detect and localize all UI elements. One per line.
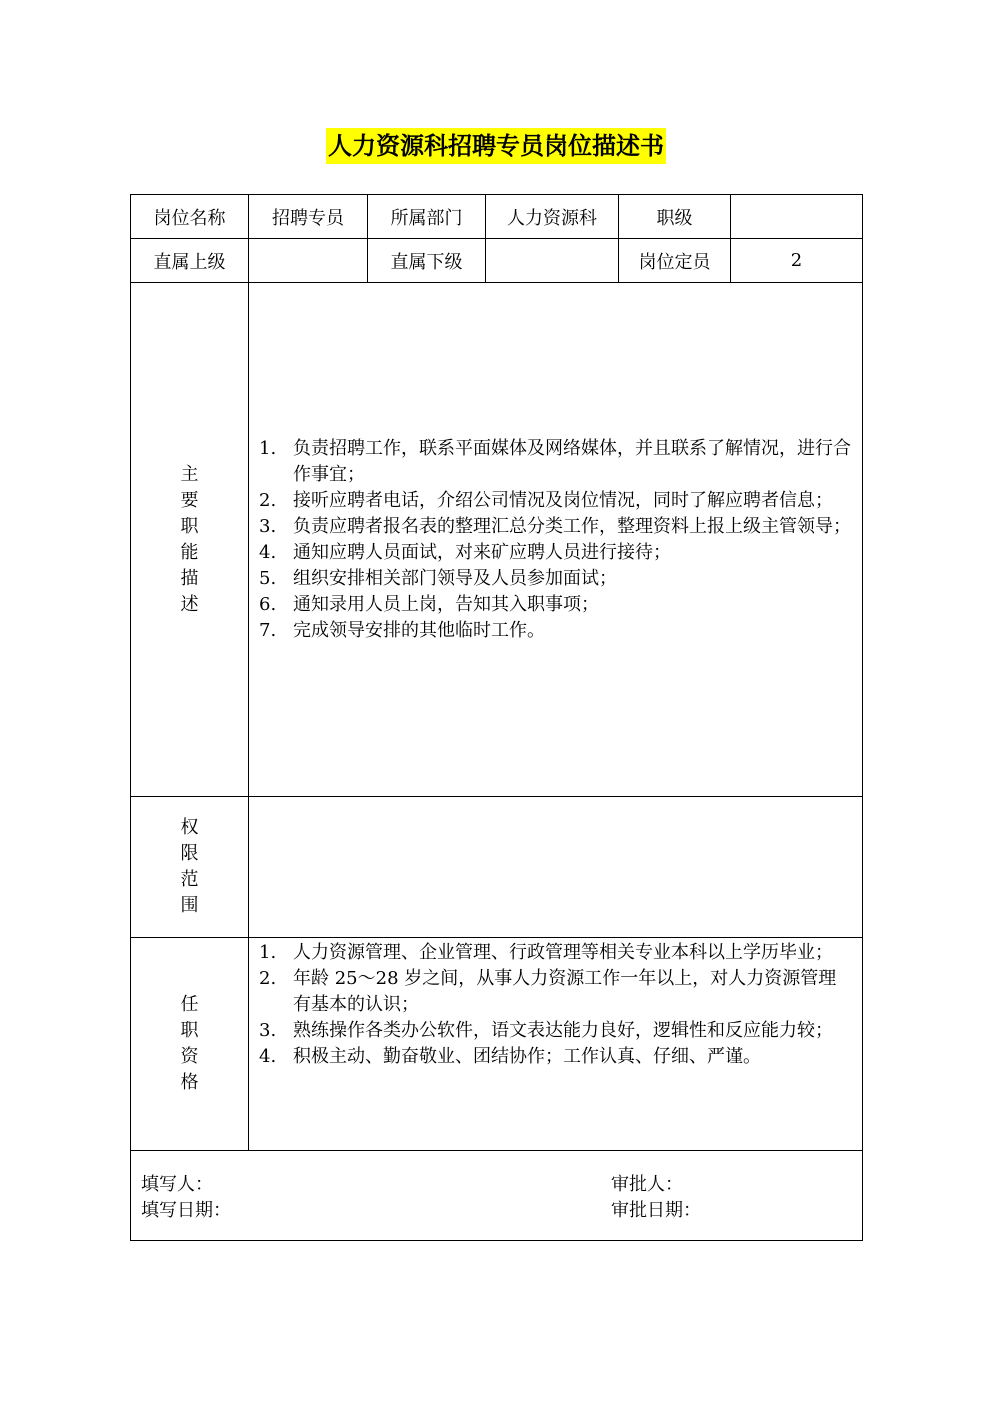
list-item: 1. 负责招聘工作，联系平面媒体及网络媒体，并且联系了解情况，进行合作事宜；	[259, 437, 851, 485]
authority-label-char: 范	[180, 869, 199, 890]
qualifications-label-char: 格	[180, 1072, 199, 1093]
label-rank: 职级	[619, 195, 731, 239]
label-direct-subordinate: 直属下级	[368, 239, 486, 283]
value-position-name: 招聘专员	[249, 195, 368, 239]
row-duties	[131, 283, 863, 797]
list-item: 2. 接听应聘者电话，介绍公司情况及岗位情况，同时了解应聘者信息；	[259, 489, 833, 511]
duties-label-char: 描	[180, 567, 199, 589]
job-description-table	[130, 194, 863, 1241]
qualifications-label	[131, 938, 249, 1151]
label-position-name: 岗位名称	[131, 195, 249, 239]
value-direct-subordinate	[486, 239, 619, 283]
authority-label	[131, 797, 249, 938]
document-title: 人力资源科招聘专员岗位描述书	[326, 128, 666, 164]
list-item: 6. 通知录用人员上岗，告知其入职事项；	[259, 593, 599, 615]
approver-label: 审批人：	[611, 1173, 683, 1195]
duties-label-char: 职	[180, 515, 199, 537]
list-item: 5. 组织安排相关部门领导及人员参加面试；	[259, 567, 617, 589]
row-authority	[131, 797, 863, 938]
authority-label-char: 限	[180, 843, 199, 864]
list-item: 4. 通知应聘人员面试，对来矿应聘人员进行接待；	[259, 541, 671, 563]
list-item: 2. 年龄 25～28 岁之间，从事人力资源工作一年以上，对人力资源管理有基本的认识；	[259, 968, 837, 1015]
qualifications-list	[249, 940, 862, 1070]
qualifications-label-char: 任	[180, 994, 199, 1015]
label-headcount: 岗位定员	[619, 239, 731, 283]
qualifications-label-char: 资	[180, 1046, 199, 1067]
fill-date-label: 填写日期：	[141, 1199, 231, 1221]
row-signatures	[131, 1151, 863, 1241]
authority-label-char: 围	[180, 895, 199, 916]
label-direct-superior: 直属上级	[131, 239, 249, 283]
list-item: 7. 完成领导安排的其他临时工作。	[259, 619, 545, 641]
value-direct-superior	[249, 239, 368, 283]
row-qualifications	[131, 938, 863, 1151]
duties-label-char: 述	[180, 593, 199, 615]
signature-cell	[131, 1151, 863, 1241]
row-position-info	[131, 195, 863, 239]
qualifications-label-char: 职	[180, 1020, 199, 1041]
duties-label-char: 主	[180, 463, 199, 485]
authority-label-char: 权	[180, 817, 199, 838]
value-department: 人力资源科	[486, 195, 619, 239]
value-rank	[731, 195, 863, 239]
duties-label	[131, 283, 249, 797]
duties-content	[249, 283, 863, 797]
list-item: 3. 熟练操作各类办公软件，语文表达能力良好，逻辑性和反应能力较；	[259, 1020, 833, 1041]
duties-label-char: 要	[180, 489, 199, 511]
approve-date-label: 审批日期：	[611, 1199, 701, 1221]
list-item: 4. 积极主动、勤奋敬业、团结协作；工作认真、仔细、严谨。	[259, 1046, 761, 1067]
list-item: 3. 负责应聘者报名表的整理汇总分类工作，整理资料上报上级主管领导；	[259, 515, 851, 537]
duties-list	[249, 436, 862, 644]
filled-by-label: 填写人：	[141, 1173, 213, 1195]
list-item: 1. 人力资源管理、企业管理、行政管理等相关专业本科以上学历毕业；	[259, 942, 833, 963]
authority-content	[249, 797, 863, 938]
label-department: 所属部门	[368, 195, 486, 239]
qualifications-content	[249, 938, 863, 1151]
value-headcount: 2	[731, 239, 863, 283]
duties-label-char: 能	[180, 541, 199, 563]
row-reporting-info	[131, 239, 863, 283]
